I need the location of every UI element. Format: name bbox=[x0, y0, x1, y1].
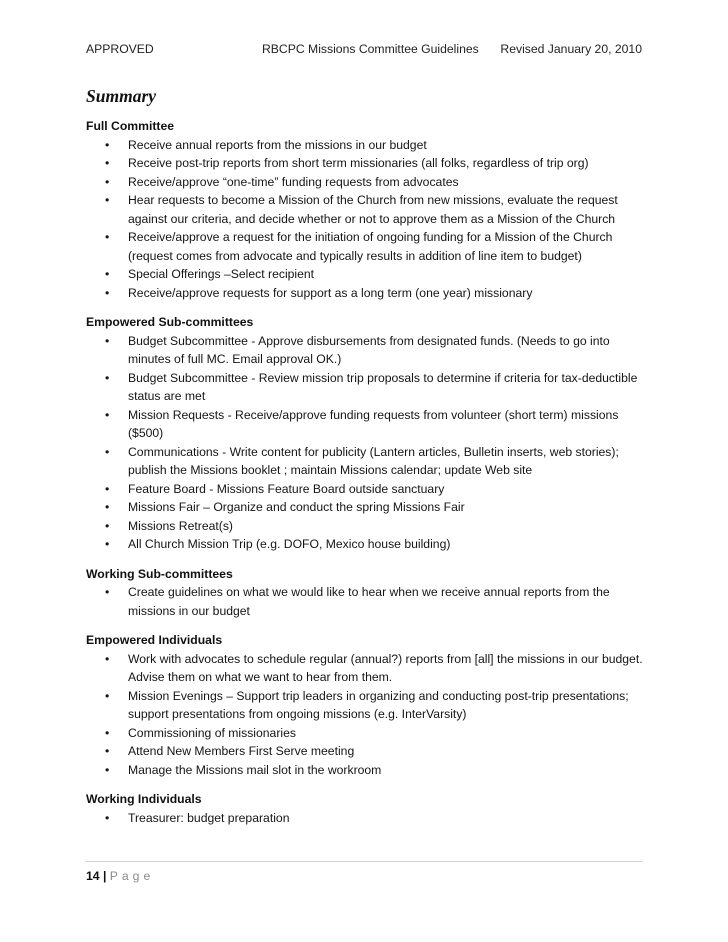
bullet-icon: • bbox=[105, 156, 110, 170]
bullet-icon: • bbox=[105, 810, 110, 825]
list-item bbox=[86, 228, 646, 265]
list-item-text-line: Communications - Write content for publicity (Lantern articles, Bulletin inserts, web stories); bbox=[128, 444, 619, 459]
list-item-text-line: (request comes from advocate and typically results in addition of line item to budget) bbox=[128, 248, 582, 263]
page-footer bbox=[86, 869, 154, 883]
section-title: Empowered Sub-committees bbox=[86, 315, 254, 329]
list-item-text-line: Missions Retreat(s) bbox=[128, 518, 233, 533]
list-item-text-line: Advise them on what we want to hear from them. bbox=[128, 670, 393, 684]
page-separator: | bbox=[102, 869, 107, 883]
page-header bbox=[86, 42, 642, 58]
list-item bbox=[86, 742, 646, 761]
list-item-text-line: All Church Mission Trip (e.g. DOFO, Mexico house building) bbox=[128, 537, 451, 551]
section-title: Empowered Individuals bbox=[86, 633, 223, 647]
page-title: Summary bbox=[86, 86, 157, 106]
bullet-icon: • bbox=[105, 744, 110, 758]
bullet-icon: • bbox=[105, 762, 110, 777]
list-item-text-line: Attend New Members First Serve meeting bbox=[128, 744, 355, 758]
list-item bbox=[86, 498, 646, 517]
list-item bbox=[86, 687, 646, 724]
bullet-icon: • bbox=[105, 285, 110, 300]
section-title: Full Committee bbox=[86, 119, 175, 133]
list-item-text-line: publish the Missions booklet ; maintain Missions calendar; update Web site bbox=[128, 463, 533, 477]
bullet-icon: • bbox=[105, 651, 110, 666]
list-item-text-line: support presentations from ongoing missions (e.g. InterVarsity) bbox=[128, 707, 467, 721]
list-item-text-line: Receive/approve a request for the initiation of ongoing funding for a Mission of the Church bbox=[128, 230, 613, 244]
list-item-text-line: Receive annual reports from the missions in our budget bbox=[128, 137, 427, 152]
list-item-text-line: Hear requests to become a Mission of the Church from new missions, evaluate the request bbox=[128, 193, 618, 207]
list-item bbox=[86, 650, 646, 687]
section bbox=[86, 565, 646, 621]
list-item-text-line: Mission Requests - Receive/approve funding requests from volunteer (short term) missions bbox=[128, 407, 619, 422]
list-item bbox=[86, 154, 646, 173]
bullet-icon: • bbox=[105, 333, 110, 348]
list-item-text-line: Budget Subcommittee - Review mission trip proposals to determine if criteria for tax-deductible bbox=[128, 370, 638, 385]
footer-divider bbox=[86, 861, 642, 862]
list-item bbox=[86, 583, 646, 620]
list-item-text-line: ($500) bbox=[128, 426, 164, 440]
list-item bbox=[86, 535, 646, 554]
list-item-text-line: Feature Board - Missions Feature Board outside sanctuary bbox=[128, 481, 445, 496]
bullet-icon: • bbox=[105, 370, 110, 385]
section bbox=[86, 117, 646, 302]
bullet-icon: • bbox=[105, 688, 110, 703]
list-item bbox=[86, 761, 646, 780]
bullet-icon: • bbox=[105, 267, 110, 281]
section bbox=[86, 631, 646, 779]
bullet-list bbox=[86, 809, 646, 828]
list-item bbox=[86, 517, 646, 536]
list-item-text-line: Create guidelines on what we would like to hear when we receive annual reports from the bbox=[128, 585, 610, 599]
list-item bbox=[86, 284, 646, 303]
bullet-list bbox=[86, 650, 646, 780]
bullet-list bbox=[86, 136, 646, 303]
page-number: 14 bbox=[86, 869, 100, 883]
header-document-title: RBCPC Missions Committee Guidelines bbox=[262, 42, 479, 56]
list-item bbox=[86, 406, 646, 443]
list-item-text-line: Receive/approve “one-time” funding requests from advocates bbox=[128, 174, 459, 189]
bullet-icon: • bbox=[105, 518, 110, 533]
bullet-list bbox=[86, 583, 646, 620]
list-item bbox=[86, 173, 646, 192]
list-item-text-line: Receive/approve requests for support as a long term (one year) missionary bbox=[128, 285, 533, 300]
bullet-icon: • bbox=[105, 585, 110, 599]
bullet-icon: • bbox=[105, 444, 110, 459]
bullet-icon: • bbox=[105, 230, 110, 244]
header-status: APPROVED bbox=[86, 42, 154, 56]
bullet-icon: • bbox=[105, 407, 110, 422]
list-item-text-line: missions in our budget bbox=[128, 603, 250, 618]
section bbox=[86, 313, 646, 554]
list-item bbox=[86, 369, 646, 406]
list-item-text-line: Commissioning of missionaries bbox=[128, 725, 296, 740]
bullet-icon: • bbox=[105, 537, 110, 551]
list-item bbox=[86, 809, 646, 828]
list-item-text-line: Mission Evenings – Support trip leaders in organizing and conducting post-trip presentations; bbox=[128, 688, 629, 703]
list-item-text-line: Budget Subcommittee - Approve disbursements from designated funds. (Needs to go into bbox=[128, 333, 610, 348]
list-item-text-line: Special Offerings –Select recipient bbox=[128, 267, 315, 281]
bullet-icon: • bbox=[105, 481, 110, 496]
list-item-text-line: Manage the Missions mail slot in the workroom bbox=[128, 762, 382, 777]
section-title: Working Individuals bbox=[86, 792, 202, 806]
section-title: Working Sub-committees bbox=[86, 566, 233, 581]
list-item-text-line: Receive post-trip reports from short term missionaries (all folks, regardless of trip org) bbox=[128, 156, 589, 170]
bullet-icon: • bbox=[105, 137, 110, 152]
section-list bbox=[86, 117, 646, 827]
list-item-text-line: Work with advocates to schedule regular (annual?) reports from [all] the missions in our budget. bbox=[128, 651, 643, 666]
list-item-text-line: Missions Fair – Organize and conduct the spring Missions Fair bbox=[128, 500, 465, 514]
list-item bbox=[86, 480, 646, 499]
list-item-text-line: minutes of full MC. Email approval OK.) bbox=[128, 352, 342, 366]
bullet-icon: • bbox=[105, 500, 110, 514]
list-item-text-line: against our criteria, and decide whether or not to approve them as a Mission of the Church bbox=[128, 211, 616, 226]
list-item bbox=[86, 191, 646, 228]
section bbox=[86, 790, 646, 827]
list-item bbox=[86, 724, 646, 743]
bullet-icon: • bbox=[105, 174, 110, 189]
list-item bbox=[86, 136, 646, 155]
header-revision-date: Revised January 20, 2010 bbox=[500, 42, 642, 56]
page-word: Page bbox=[109, 869, 155, 883]
list-item-text-line: Treasurer: budget preparation bbox=[128, 810, 290, 825]
bullet-icon: • bbox=[105, 725, 110, 740]
list-item bbox=[86, 443, 646, 480]
list-item bbox=[86, 332, 646, 369]
bullet-list bbox=[86, 332, 646, 554]
bullet-icon: • bbox=[105, 193, 110, 207]
list-item bbox=[86, 265, 646, 284]
list-item-text-line: status are met bbox=[128, 389, 206, 403]
document-body bbox=[86, 86, 646, 838]
